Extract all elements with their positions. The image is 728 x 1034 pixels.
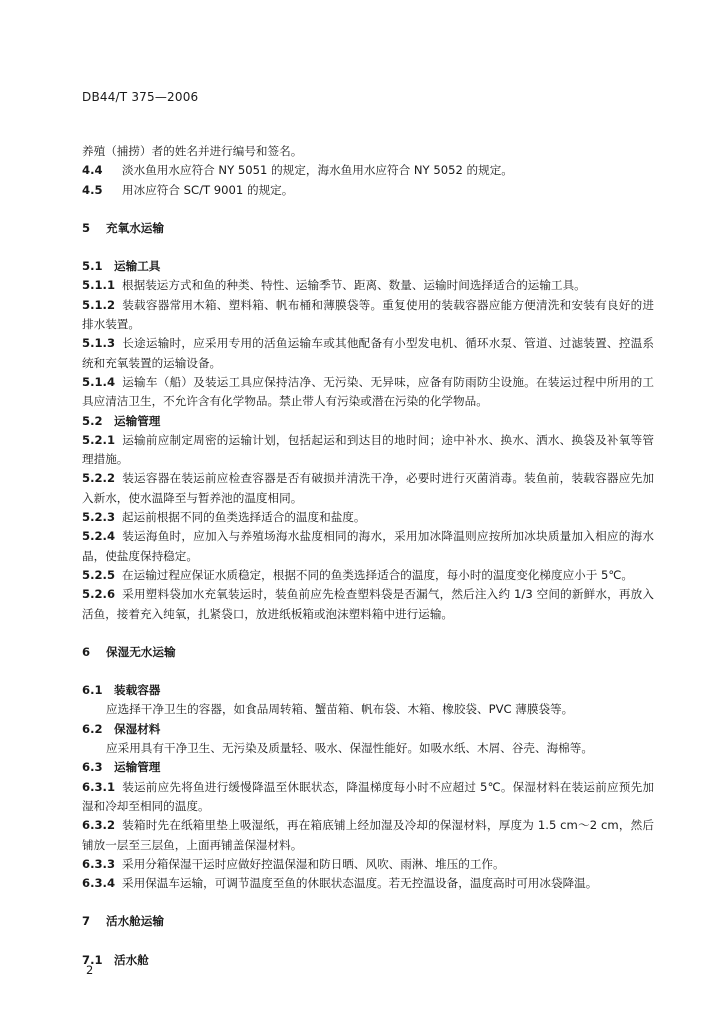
clause-number: 5.1	[82, 259, 103, 274]
clause-number: 7	[82, 914, 91, 929]
clause-text: 运输管理	[114, 760, 161, 775]
clause-text: 起运前根据不同的鱼类选择适合的温度和盐度。	[122, 510, 366, 525]
paragraph	[82, 276, 654, 295]
clause-text: 充氧水运输	[106, 220, 164, 235]
paragraph	[82, 181, 654, 200]
clause-number: 5.2.3	[82, 510, 116, 525]
paragraph	[82, 585, 654, 624]
paragraph	[82, 373, 654, 412]
clause-text: 运输管理	[114, 413, 161, 428]
clause-text: 采用分箱保湿干运时应做好控温保湿和防日晒、风吹、雨淋、堆压的工作。	[122, 856, 505, 871]
section-heading	[82, 219, 654, 238]
clause-number: 5.2.4	[82, 529, 116, 544]
clause-number: 5.1.2	[82, 297, 116, 312]
clause-text: 装载容器常用木箱、塑料箱、帆布桶和薄膜袋等。重复使用的装载容器应能方便清洗和安装有良好的进排水装置。	[82, 297, 654, 332]
clause-text: 运输工具	[114, 259, 161, 274]
page-number: 2	[86, 963, 94, 977]
subsection-heading	[82, 681, 654, 700]
clause-text: 活水舱运输	[106, 914, 164, 929]
clause-text: 装运海鱼时，应加入与养殖场海水盐度相同的海水，采用加冰降温则应按所加冰块质量加入相应的海水晶，使盐度保持稳定。	[82, 529, 654, 563]
clause-text: 活水舱	[114, 952, 149, 967]
subsection-heading	[82, 951, 654, 970]
subsection-heading	[82, 257, 654, 276]
clause-number: 6	[82, 644, 91, 659]
clause-text: 应采用具有干净卫生、无污染及质量轻、吸水、保湿性能好。如吸水纸、木屑、谷壳、海棉等。	[106, 741, 593, 756]
document-code: DB44/T 375—2006	[82, 90, 199, 104]
paragraph	[82, 161, 654, 180]
clause-number: 6.3	[82, 760, 103, 775]
clause-text: 装载容器	[114, 683, 161, 698]
clause-number: 5.2.6	[82, 587, 116, 602]
clause-text: 长途运输时，应采用专用的活鱼运输车或其他配备有小型发电机、循环水泵、管道、过滤装置、控温系统和充氧装置的运输设备。	[82, 336, 654, 370]
clause-number: 7.1	[82, 952, 103, 967]
subsection-heading	[82, 412, 654, 431]
clause-number: 4.4	[82, 163, 103, 178]
clause-text: 养殖（捕捞）者的姓名并进行编号和签名。	[82, 144, 303, 158]
clause-number: 6.3.1	[82, 779, 116, 794]
paragraph	[82, 431, 654, 470]
clause-text: 应选择干净卫生的容器，如食品周转箱、蟹苗箱、帆布袋、木箱、橡胶袋、PVC 薄膜袋等。	[106, 702, 574, 717]
clause-number: 5	[82, 220, 91, 235]
clause-number: 5.2.1	[82, 432, 116, 447]
paragraph	[82, 566, 654, 585]
document-body	[82, 142, 654, 970]
clause-number: 5.1.1	[82, 278, 116, 293]
paragraph	[82, 816, 654, 855]
clause-text: 保湿材料	[114, 721, 161, 736]
paragraph	[82, 527, 654, 566]
clause-text: 采用保温车运输，可调节温度至鱼的休眠状态温度。若无控温设备，温度高时可用冰袋降温。	[122, 876, 598, 891]
clause-number: 6.3.3	[82, 856, 116, 871]
clause-number: 5.1.4	[82, 374, 116, 389]
paragraph	[82, 778, 654, 817]
clause-number: 5.2	[82, 413, 103, 428]
paragraph	[82, 874, 654, 893]
clause-text: 在运输过程应保证水质稳定，根据不同的鱼类选择适合的温度，每小时的温度变化梯度应小于 5℃。	[122, 567, 634, 582]
clause-text: 运输前应制定周密的运输计划，包括起运和到达目的地时间；途中补水、换水、洒水、换袋及补氧等管理措施。	[82, 432, 654, 467]
clause-text: 淡水鱼用水应符合 NY 5051 的规定，海水鱼用水应符合 NY 5052 的规定。	[122, 163, 513, 178]
subsection-heading	[82, 758, 654, 777]
clause-number: 6.1	[82, 683, 103, 698]
clause-number: 6.3.2	[82, 818, 116, 833]
clause-number: 5.2.2	[82, 471, 116, 486]
paragraph	[82, 296, 654, 335]
clause-text: 装运前应先将鱼进行缓慢降温至休眠状态，降温梯度每小时不应超过 5℃。保湿材料在装运前应预先加湿和冷却至相同的温度。	[82, 779, 654, 813]
clause-text: 根据装运方式和鱼的种类、特性、运输季节、距离、数量、运输时间选择适合的运输工具。	[122, 278, 586, 293]
clause-number: 5.1.3	[82, 336, 116, 351]
clause-text: 装运容器在装运前应检查容器是否有破损并清洗干净，必要时进行灭菌消毒。装鱼前，装载容器应先加入新水，使水温降至与暂养池的温度相同。	[82, 471, 654, 505]
paragraph	[82, 334, 654, 373]
clause-text: 运输车（船）及装运工具应保持洁净、无污染、无异味，应备有防雨防尘设施。在装运过程中所用的工具应清洁卫生，不允许含有化学物品。禁止带人有污染或潜在污染的化学物品。	[82, 374, 654, 409]
section-heading	[82, 912, 654, 931]
clause-number: 6.3.4	[82, 876, 116, 891]
clause-number: 4.5	[82, 182, 103, 197]
paragraph	[82, 855, 654, 874]
paragraph	[82, 700, 654, 719]
paragraph	[82, 142, 654, 161]
subsection-heading	[82, 720, 654, 739]
paragraph	[82, 469, 654, 508]
paragraph	[82, 508, 654, 527]
section-heading	[82, 643, 654, 662]
clause-number: 6.2	[82, 721, 103, 736]
paragraph	[82, 739, 654, 758]
clause-text: 保湿无水运输	[106, 644, 176, 659]
clause-text: 采用塑料袋加水充氧装运时，装鱼前应先检查塑料袋是否漏气，然后注入约 1/3 空间的新鲜水，再放入活鱼，接着充入纯氧，扎紧袋口，放进纸板箱或泡沫塑料箱中进行运输。	[82, 587, 654, 621]
clause-text: 用冰应符合 SC/T 9001 的规定。	[122, 182, 294, 197]
clause-text: 装箱时先在纸箱里垫上吸湿纸，再在箱底铺上经加湿及冷却的保湿材料，厚度为 1.5 cm～2 cm，然后铺放一层至三层鱼，上面再铺盖保湿材料。	[82, 818, 654, 852]
clause-number: 5.2.5	[82, 567, 116, 582]
